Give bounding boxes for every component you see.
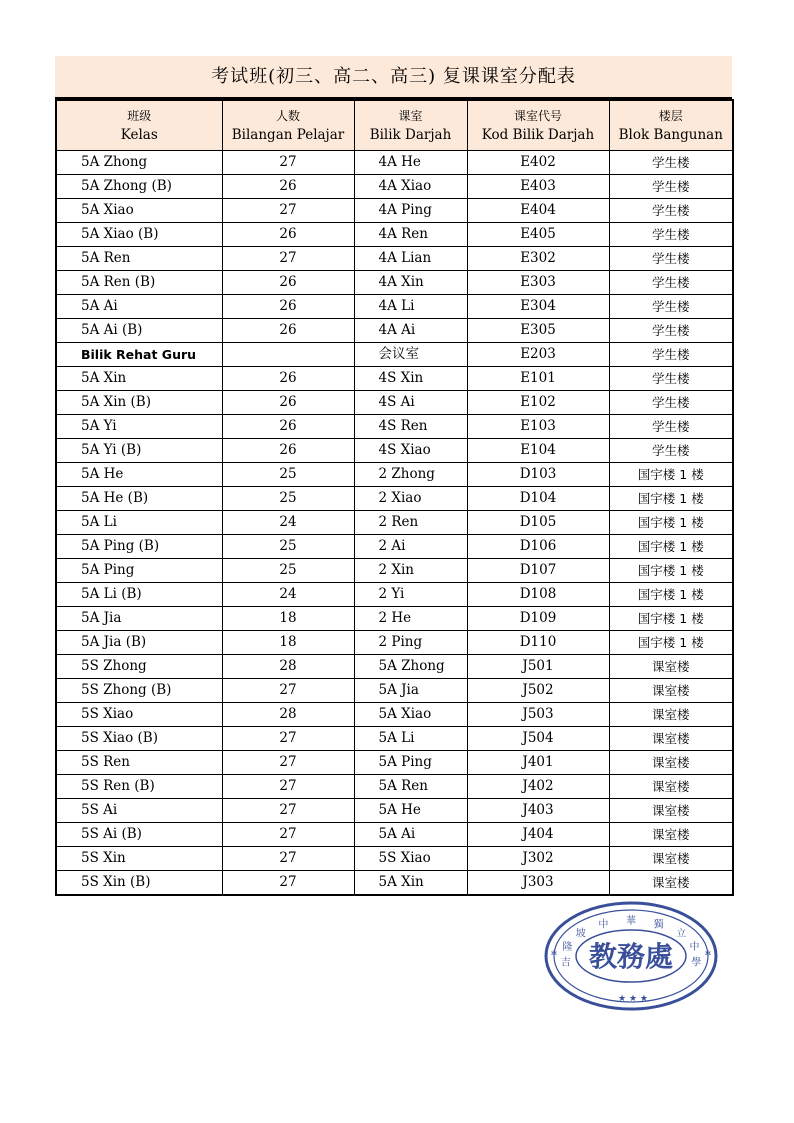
cell-kelas: 5A Li <box>56 511 222 535</box>
cell-kelas: 5A He <box>56 463 222 487</box>
cell-bilangan: 28 <box>222 655 354 679</box>
cell-bilik: 5A Ping <box>354 751 467 775</box>
cell-kod: D109 <box>467 607 609 631</box>
cell-blok: 学生楼 <box>609 367 733 391</box>
cell-bilik: 5A Xiao <box>354 703 467 727</box>
cell-bilangan: 26 <box>222 367 354 391</box>
cell-bilik: 5A Jia <box>354 679 467 703</box>
cell-kod: D107 <box>467 559 609 583</box>
cell-bilangan: 27 <box>222 823 354 847</box>
cell-bilangan: 26 <box>222 415 354 439</box>
table-row <box>56 751 733 775</box>
cell-blok: 课室楼 <box>609 823 733 847</box>
table-row <box>56 847 733 871</box>
cell-blok: 课室楼 <box>609 703 733 727</box>
cell-kelas: 5A Yi <box>56 415 222 439</box>
seal-left-mark: ✲ <box>550 949 558 958</box>
cell-kod: E402 <box>467 151 609 175</box>
cell-bilangan: 28 <box>222 703 354 727</box>
seal-ring-char: 學 <box>691 957 702 969</box>
cell-bilik: 5A Li <box>354 727 467 751</box>
cell-bilik: 5A Ai <box>354 823 467 847</box>
cell-bilangan: 18 <box>222 607 354 631</box>
cell-blok: 国宇楼 1 楼 <box>609 487 733 511</box>
cell-bilik: 2 Zhong <box>354 463 467 487</box>
cell-kelas: 5A Jia (B) <box>56 631 222 655</box>
seal-ring-char: 中 <box>689 942 700 954</box>
table-row <box>56 559 733 583</box>
cell-bilangan: 25 <box>222 487 354 511</box>
cell-kod: D103 <box>467 463 609 487</box>
column-header-blok <box>609 100 733 151</box>
cell-bilik: 4A Xin <box>354 271 467 295</box>
cell-kod: E404 <box>467 199 609 223</box>
cell-blok: 课室楼 <box>609 751 733 775</box>
cell-kelas: 5A Ping <box>56 559 222 583</box>
cell-bilik: 4S Ai <box>354 391 467 415</box>
cell-kod: E203 <box>467 343 609 367</box>
cell-bilangan: 27 <box>222 871 354 896</box>
cell-kod: J503 <box>467 703 609 727</box>
cell-kod: J402 <box>467 775 609 799</box>
cell-blok: 课室楼 <box>609 727 733 751</box>
cell-kelas: 5A Yi (B) <box>56 439 222 463</box>
table-row <box>56 679 733 703</box>
cell-bilangan: 27 <box>222 799 354 823</box>
cell-blok: 学生楼 <box>609 415 733 439</box>
table-row <box>56 727 733 751</box>
cell-kelas: 5A Xiao (B) <box>56 223 222 247</box>
cell-kelas: 5S Ren <box>56 751 222 775</box>
cell-bilik: 2 Ren <box>354 511 467 535</box>
table-row <box>56 175 733 199</box>
cell-bilik: 4A Ren <box>354 223 467 247</box>
table-row <box>56 535 733 559</box>
cell-blok: 学生楼 <box>609 223 733 247</box>
school-seal <box>543 900 719 1012</box>
seal-stars: ★ ★ ★ <box>618 994 648 1004</box>
cell-bilangan: 26 <box>222 271 354 295</box>
cell-kod: J404 <box>467 823 609 847</box>
seal-right-mark: ✲ <box>704 949 712 958</box>
cell-bilik: 5A Xin <box>354 871 467 896</box>
cell-bilik: 4S Xiao <box>354 439 467 463</box>
cell-blok: 学生楼 <box>609 199 733 223</box>
cell-kelas: 5A Ren (B) <box>56 271 222 295</box>
cell-bilik: 5A Zhong <box>354 655 467 679</box>
cell-blok: 学生楼 <box>609 391 733 415</box>
cell-bilangan: 25 <box>222 535 354 559</box>
allocation-table <box>55 99 734 896</box>
cell-kelas: 5S Xiao <box>56 703 222 727</box>
cell-bilik: 4S Ren <box>354 415 467 439</box>
table-row <box>56 223 733 247</box>
cell-kod: E302 <box>467 247 609 271</box>
column-header-kelas <box>56 100 222 151</box>
cell-bilik: 4A Lian <box>354 247 467 271</box>
cell-kod: E101 <box>467 367 609 391</box>
column-header-kod <box>467 100 609 151</box>
cell-blok: 学生楼 <box>609 439 733 463</box>
cell-bilangan: 27 <box>222 247 354 271</box>
cell-kelas: 5A Xin (B) <box>56 391 222 415</box>
cell-bilik: 4A He <box>354 151 467 175</box>
cell-blok: 国宇楼 1 楼 <box>609 535 733 559</box>
cell-blok: 课室楼 <box>609 871 733 896</box>
cell-blok: 国宇楼 1 楼 <box>609 559 733 583</box>
cell-kelas: 5A Li (B) <box>56 583 222 607</box>
cell-kod: E405 <box>467 223 609 247</box>
cell-blok: 学生楼 <box>609 175 733 199</box>
cell-blok: 学生楼 <box>609 295 733 319</box>
cell-bilik: 2 Ping <box>354 631 467 655</box>
table-row <box>56 295 733 319</box>
cell-kelas: 5A He (B) <box>56 487 222 511</box>
cell-bilangan: 27 <box>222 151 354 175</box>
header-zh: 班级 <box>127 108 152 123</box>
cell-blok: 国宇楼 1 楼 <box>609 583 733 607</box>
cell-bilik: 2 Ai <box>354 535 467 559</box>
table-row <box>56 511 733 535</box>
table-row <box>56 391 733 415</box>
cell-blok: 课室楼 <box>609 679 733 703</box>
cell-kod: J504 <box>467 727 609 751</box>
cell-kelas: 5A Ren <box>56 247 222 271</box>
table-row <box>56 583 733 607</box>
cell-bilangan: 25 <box>222 559 354 583</box>
seal-ring-char: 獨 <box>653 919 664 931</box>
cell-kelas: 5S Zhong (B) <box>56 679 222 703</box>
cell-kelas: 5A Xin <box>56 367 222 391</box>
cell-bilangan: 26 <box>222 391 354 415</box>
table-row <box>56 775 733 799</box>
header-zh: 人数 <box>275 108 300 123</box>
column-header-bilik <box>354 100 467 151</box>
cell-bilangan: 27 <box>222 751 354 775</box>
cell-bilangan: 27 <box>222 847 354 871</box>
cell-kelas: 5S Zhong <box>56 655 222 679</box>
cell-kelas: 5S Xin (B) <box>56 871 222 896</box>
header-zh: 楼层 <box>658 108 683 123</box>
cell-bilik: 2 Xin <box>354 559 467 583</box>
cell-bilangan: 26 <box>222 175 354 199</box>
cell-bilik: 2 Yi <box>354 583 467 607</box>
cell-bilangan: 24 <box>222 583 354 607</box>
cell-kelas: 5A Ai <box>56 295 222 319</box>
seal-ring-char: 隆 <box>562 942 573 954</box>
cell-kod: D110 <box>467 631 609 655</box>
table-row <box>56 319 733 343</box>
table-row <box>56 607 733 631</box>
table-row <box>56 463 733 487</box>
cell-bilangan: 26 <box>222 319 354 343</box>
cell-kod: D106 <box>467 535 609 559</box>
cell-blok: 课室楼 <box>609 847 733 871</box>
header-ms: Bilangan Pelajar <box>231 126 345 143</box>
cell-kod: D104 <box>467 487 609 511</box>
table-row <box>56 415 733 439</box>
cell-kod: J401 <box>467 751 609 775</box>
cell-bilik: 4A Li <box>354 295 467 319</box>
cell-bilik: 5A Ren <box>354 775 467 799</box>
cell-bilik: 2 He <box>354 607 467 631</box>
table-row <box>56 271 733 295</box>
cell-bilik: 5A He <box>354 799 467 823</box>
cell-blok: 课室楼 <box>609 799 733 823</box>
cell-bilangan: 26 <box>222 223 354 247</box>
cell-kelas: 5S Xin <box>56 847 222 871</box>
cell-bilangan: 26 <box>222 439 354 463</box>
cell-bilangan: 18 <box>222 631 354 655</box>
table-row <box>56 487 733 511</box>
cell-bilangan: 27 <box>222 199 354 223</box>
cell-kod: J502 <box>467 679 609 703</box>
cell-blok: 课室楼 <box>609 655 733 679</box>
cell-bilik: 4A Ping <box>354 199 467 223</box>
table-row <box>56 343 733 367</box>
cell-kod: J302 <box>467 847 609 871</box>
cell-blok: 学生楼 <box>609 271 733 295</box>
table-row <box>56 871 733 896</box>
cell-bilik: 2 Xiao <box>354 487 467 511</box>
cell-kelas: 5A Zhong <box>56 151 222 175</box>
cell-kod: E102 <box>467 391 609 415</box>
cell-bilangan: 27 <box>222 775 354 799</box>
cell-kelas: 5A Ai (B) <box>56 319 222 343</box>
header-zh: 课室 <box>398 108 423 123</box>
cell-bilik: 4A Ai <box>354 319 467 343</box>
cell-kelas: 5A Jia <box>56 607 222 631</box>
seal-ring-char: 立 <box>676 928 687 940</box>
cell-kod: E403 <box>467 175 609 199</box>
cell-kod: E305 <box>467 319 609 343</box>
table-body <box>56 151 733 896</box>
cell-blok: 国宇楼 1 楼 <box>609 511 733 535</box>
column-header-bilangan <box>222 100 354 151</box>
cell-bilangan <box>222 343 354 367</box>
cell-kod: E103 <box>467 415 609 439</box>
cell-blok: 课室楼 <box>609 775 733 799</box>
cell-blok: 学生楼 <box>609 343 733 367</box>
table-row <box>56 631 733 655</box>
cell-blok: 国宇楼 1 楼 <box>609 607 733 631</box>
header-ms: Blok Bangunan <box>618 126 723 143</box>
cell-blok: 学生楼 <box>609 319 733 343</box>
table-row <box>56 655 733 679</box>
table-row <box>56 367 733 391</box>
cell-kelas: 5S Ai (B) <box>56 823 222 847</box>
cell-kelas: 5A Xiao <box>56 199 222 223</box>
cell-kod: D105 <box>467 511 609 535</box>
table-row <box>56 439 733 463</box>
cell-kelas: 5S Xiao (B) <box>56 727 222 751</box>
cell-bilik: 5S Xiao <box>354 847 467 871</box>
table-row <box>56 247 733 271</box>
cell-kelas: 5S Ai <box>56 799 222 823</box>
cell-kod: J403 <box>467 799 609 823</box>
page-title: 考试班(初三、高二、高三) 复课课室分配表 <box>55 56 732 99</box>
header-ms: Kod Bilik Darjah <box>481 126 595 143</box>
seal-ring-char: 中 <box>598 919 609 931</box>
table-header-row <box>56 100 733 151</box>
header-ms: Kelas <box>120 126 158 143</box>
cell-bilangan: 27 <box>222 679 354 703</box>
cell-kelas: Bilik Rehat Guru <box>56 343 222 367</box>
seal-ring-char: 坡 <box>575 928 586 940</box>
cell-blok: 学生楼 <box>609 247 733 271</box>
cell-bilangan: 24 <box>222 511 354 535</box>
header-ms: Bilik Darjah <box>369 126 452 143</box>
cell-blok: 国宇楼 1 楼 <box>609 631 733 655</box>
cell-bilangan: 26 <box>222 295 354 319</box>
cell-bilik: 会议室 <box>354 343 467 367</box>
cell-kod: J501 <box>467 655 609 679</box>
table-row <box>56 799 733 823</box>
allocation-sheet <box>55 56 732 896</box>
table-row <box>56 703 733 727</box>
cell-bilangan: 25 <box>222 463 354 487</box>
seal-ring-char: 吉 <box>560 957 571 969</box>
seal-center-text: 教務處 <box>588 940 674 973</box>
cell-kod: J303 <box>467 871 609 896</box>
cell-bilik: 4S Xin <box>354 367 467 391</box>
header-zh: 课室代号 <box>513 108 562 123</box>
table-row <box>56 199 733 223</box>
cell-bilik: 4A Xiao <box>354 175 467 199</box>
cell-blok: 国宇楼 1 楼 <box>609 463 733 487</box>
cell-kelas: 5S Ren (B) <box>56 775 222 799</box>
cell-bilangan: 27 <box>222 727 354 751</box>
table-row <box>56 823 733 847</box>
cell-kod: E104 <box>467 439 609 463</box>
cell-kelas: 5A Ping (B) <box>56 535 222 559</box>
cell-kod: E303 <box>467 271 609 295</box>
table-row <box>56 151 733 175</box>
seal-ring-char: 華 <box>626 916 636 927</box>
cell-kod: E304 <box>467 295 609 319</box>
cell-kod: D108 <box>467 583 609 607</box>
cell-kelas: 5A Zhong (B) <box>56 175 222 199</box>
cell-blok: 学生楼 <box>609 151 733 175</box>
